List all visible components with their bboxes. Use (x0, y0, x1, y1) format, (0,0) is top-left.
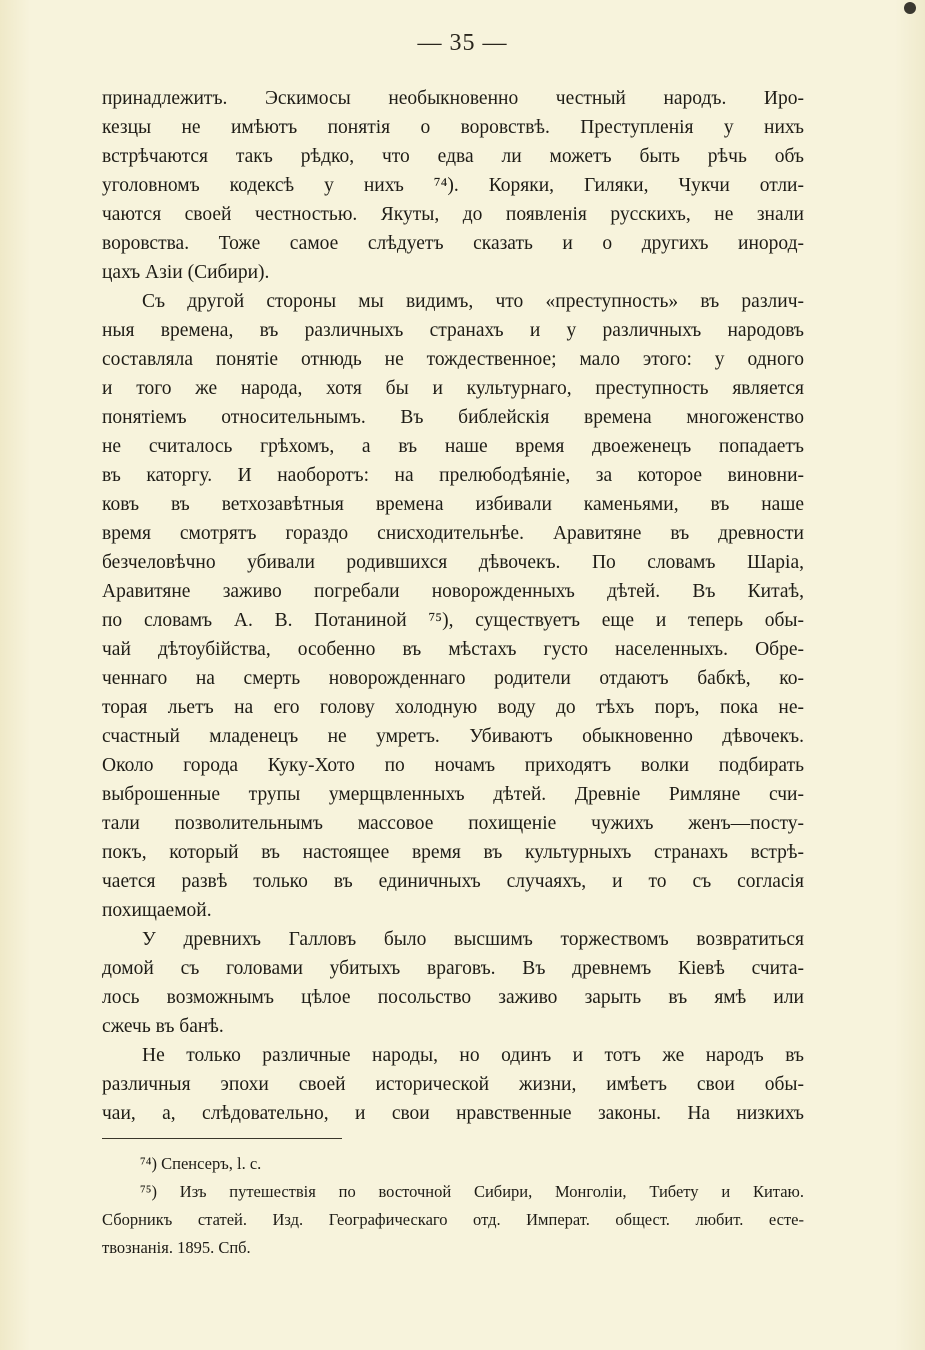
text-line: счастный младенецъ не умретъ. Убиваютъ обыкновенно дѣвочекъ. (102, 726, 804, 747)
text-line: чаются своей честностью. Якуты, до появленія русскихъ, не знали (102, 204, 804, 225)
text-line: чаи, а, слѣдовательно, и свои нравственные законы. На низкихъ (102, 1103, 804, 1124)
text-line: Съ другой стороны мы видимъ, что «преступность» въ различ- (142, 291, 804, 312)
text-line: уголовномъ кодексѣ у нихъ ⁷⁴). Коряки, Гиляки, Чукчи отли- (102, 175, 804, 196)
footnote-divider (102, 1138, 342, 1139)
scan-marker-dot (904, 2, 916, 14)
text-line: воровства. Тоже самое слѣдуетъ сказать и о другихъ инород- (102, 233, 804, 254)
text-line: лось возможнымъ цѣлое посольство заживо зарыть въ ямѣ или (102, 987, 804, 1008)
text-line: У древнихъ Галловъ было высшимъ торжествомъ возвратиться (142, 929, 804, 950)
footnote-line: ⁷⁴) Спенсеръ, l. c. (140, 1154, 262, 1173)
text-line: время смотрятъ гораздо снисходительнѣе. Аравитяне въ древности (102, 523, 804, 544)
text-line: ковъ въ ветхозавѣтныя времена избивали каменьями, въ наше (102, 494, 804, 515)
text-line: по словамъ А. В. Потаниной ⁷⁵), существуетъ еще и теперь обы- (102, 610, 804, 631)
text-line: выброшенные трупы умерщвленныхъ дѣтей. Древніе Римляне счи- (102, 784, 804, 805)
text-line: тали позволительнымъ массовое похищеніе чужихъ женъ—посту- (102, 813, 804, 834)
text-line: похищаемой. (102, 900, 212, 921)
text-line: безчеловѣчно убивали родившихся дѣвочекъ. По словамъ Шаріа, (102, 552, 804, 573)
text-line: кезцы не имѣютъ понятія о воровствѣ. Преступленія у нихъ (102, 117, 804, 138)
page-number: — 35 — (417, 30, 508, 56)
text-line: не считалось грѣхомъ, а въ наше время двоеженецъ попадаетъ (102, 436, 804, 457)
text-line: чается развѣ только въ единичныхъ случаяхъ, и то съ согласія (102, 871, 804, 892)
text-line: чай дѣтоубійства, особенно въ мѣстахъ густо населенныхъ. Обре- (102, 639, 804, 660)
body-text (102, 84, 804, 1128)
text-line: понятіемъ относительнымъ. Въ библейскія времена многоженство (102, 407, 804, 428)
footnote-line: ⁷⁵) Изъ путешествія по восточной Сибири, Монголіи, Тибету и Китаю. (140, 1182, 804, 1201)
text-line: встрѣчаются такъ рѣдко, что едва ли можетъ быть рѣчь объ (102, 146, 804, 167)
text-line: въ каторгу. И наоборотъ: на прелюбодѣяніе, за которое виновни- (102, 465, 804, 486)
text-line: домой съ головами убитыхъ враговъ. Въ древнемъ Кіевѣ счита- (102, 958, 804, 979)
footnote-line: твознанія. 1895. Спб. (102, 1238, 251, 1257)
text-line: ныя времена, въ различныхъ странахъ и у различныхъ народовъ (102, 320, 804, 341)
text-line: Аравитяне заживо погребали новорожденныхъ дѣтей. Въ Китаѣ, (102, 581, 804, 602)
text-line: различныя эпохи своей исторической жизни, имѣетъ свои обы- (102, 1074, 804, 1095)
text-line: Не только различные народы, но одинъ и тотъ же народъ въ (142, 1045, 804, 1066)
footnote-line: Сборникъ статей. Изд. Географическаго отд. Императ. общест. любит. есте- (102, 1210, 804, 1229)
text-line: покъ, который въ настоящее время въ культурныхъ странахъ встрѣ- (102, 842, 804, 863)
text-line: принадлежитъ. Эскимосы необыкновенно честный народъ. Иро- (102, 88, 804, 109)
text-line: и того же народа, хотя бы и культурнаго, преступность является (102, 378, 804, 399)
text-line: ченнаго на смерть новорожденнаго родители отдаютъ бабкѣ, ко- (102, 668, 804, 689)
text-line: составляла понятіе отнюдь не тождественное; мало этого: у одного (102, 349, 804, 370)
text-line: Около города Куку-Хото по ночамъ приходятъ волки подбирать (102, 755, 804, 776)
text-line: торая льетъ на его голову холодную воду до тѣхъ поръ, пока не- (102, 697, 804, 718)
text-line: сжечь въ банѣ. (102, 1016, 224, 1037)
text-line: цахъ Азіи (Сибири). (102, 262, 270, 283)
footnotes (102, 1150, 804, 1262)
